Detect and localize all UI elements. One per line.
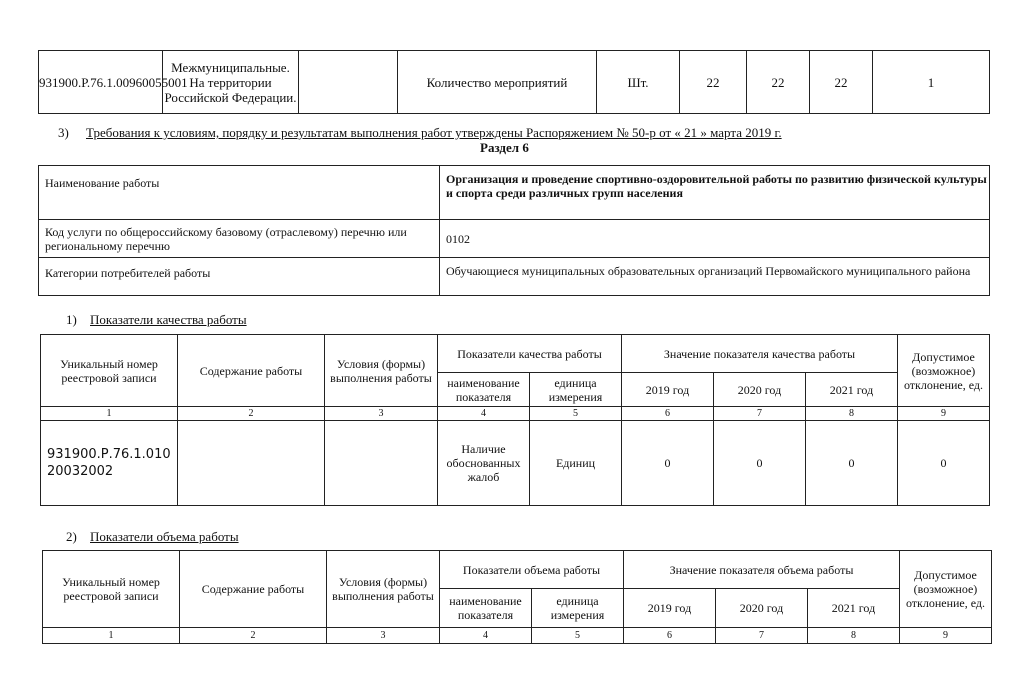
v-header-code: Уникальный номер реестровой записи (43, 551, 180, 628)
q-col-num: 8 (806, 407, 898, 421)
volume-heading: Показатели объема работы (90, 529, 239, 544)
work-name-value: Организация и проведение спортивно-оздоровительной работы по развитию физической культуры и спорта среди различных групп населения (440, 166, 990, 220)
q-indicator-name: Наличие обоснованных жалоб (438, 421, 530, 506)
record-code: 931900.Р.76.1.00960055001 (39, 51, 163, 114)
v-header-values: Значение показателя объема работы (624, 551, 900, 589)
quality-heading-number: 1) (66, 312, 77, 327)
q-unit: Единиц (530, 421, 622, 506)
v-col-num: 4 (440, 627, 532, 643)
q-record-code: 931900.Р.76.1.01020032002 (41, 421, 178, 506)
deviation: 1 (873, 51, 990, 114)
v-header-unit: единица измерения (532, 589, 624, 627)
unit: Шт. (597, 51, 680, 114)
q-conditions-cell (325, 421, 438, 506)
v-header-content: Содержание работы (180, 551, 327, 628)
q-header-unit: единица измерения (530, 373, 622, 407)
v-col-num: 5 (532, 627, 624, 643)
volume-heading-number: 2) (66, 529, 77, 544)
v-col-num: 9 (900, 627, 992, 643)
quality-table (40, 334, 990, 506)
v-header-2021: 2021 год (808, 589, 900, 627)
v-header-2020: 2020 год (716, 589, 808, 627)
q-value-2020: 0 (714, 421, 806, 506)
v-header-deviation: Допустимое (возможное) отклонение, ед. (900, 551, 992, 628)
work-content: Межмуниципальные. На территории Российской Федерации. (163, 51, 299, 114)
v-col-num: 6 (624, 627, 716, 643)
requirement-number: 3) (58, 125, 69, 140)
q-header-2020: 2020 год (714, 373, 806, 407)
q-col-num: 3 (325, 407, 438, 421)
q-header-indicators: Показатели качества работы (438, 335, 622, 373)
indicator-name: Количество мероприятий (398, 51, 597, 114)
value-2020: 22 (747, 51, 810, 114)
quality-heading: Показатели качества работы (90, 312, 247, 327)
q-col-num: 1 (41, 407, 178, 421)
q-value-2021: 0 (806, 421, 898, 506)
q-header-code: Уникальный номер реестровой записи (41, 335, 178, 407)
top-row-table (38, 50, 990, 114)
v-col-num: 8 (808, 627, 900, 643)
q-content-cell (178, 421, 325, 506)
consumer-category-value: Обучающиеся муниципальных образовательных организаций Первомайского муниципального района (440, 258, 990, 296)
q-col-num: 6 (622, 407, 714, 421)
v-col-num: 1 (43, 627, 180, 643)
q-deviation: 0 (898, 421, 990, 506)
q-col-num: 5 (530, 407, 622, 421)
service-code-label: Код услуги по общероссийскому базовому (отраслевому) перечню или региональному перечню (39, 220, 440, 258)
requirement-text: Требования к условиям, порядку и результатам выполнения работ утверждены Распоряжением № 50-р от « 21 » марта 2019 г. (86, 125, 782, 140)
q-header-conditions: Условия (формы) выполнения работы (325, 335, 438, 407)
v-header-conditions: Условия (формы) выполнения работы (327, 551, 440, 628)
v-col-num: 2 (180, 627, 327, 643)
q-header-deviation: Допустимое (возможное) отклонение, ед. (898, 335, 990, 407)
v-header-indicator-name: наименование показателя (440, 589, 532, 627)
v-col-num: 7 (716, 627, 808, 643)
q-col-num: 2 (178, 407, 325, 421)
section-title: Раздел 6 (480, 140, 529, 155)
q-value-2019: 0 (622, 421, 714, 506)
q-header-2021: 2021 год (806, 373, 898, 407)
v-col-num: 3 (327, 627, 440, 643)
work-name-label: Наименование работы (39, 166, 440, 220)
q-header-indicator-name: наименование показателя (438, 373, 530, 407)
q-col-num: 9 (898, 407, 990, 421)
service-code-value: 0102 (440, 220, 990, 258)
q-header-values: Значение показателя качества работы (622, 335, 898, 373)
v-header-indicators: Показатели объема работы (440, 551, 624, 589)
volume-table (42, 550, 992, 644)
q-col-num: 7 (714, 407, 806, 421)
q-col-num: 4 (438, 407, 530, 421)
value-2021: 22 (810, 51, 873, 114)
v-header-2019: 2019 год (624, 589, 716, 627)
q-header-2019: 2019 год (622, 373, 714, 407)
work-info-table (38, 165, 990, 296)
value-2019: 22 (680, 51, 747, 114)
consumer-category-label: Категории потребителей работы (39, 258, 440, 296)
q-header-content: Содержание работы (178, 335, 325, 407)
conditions-cell (299, 51, 398, 114)
